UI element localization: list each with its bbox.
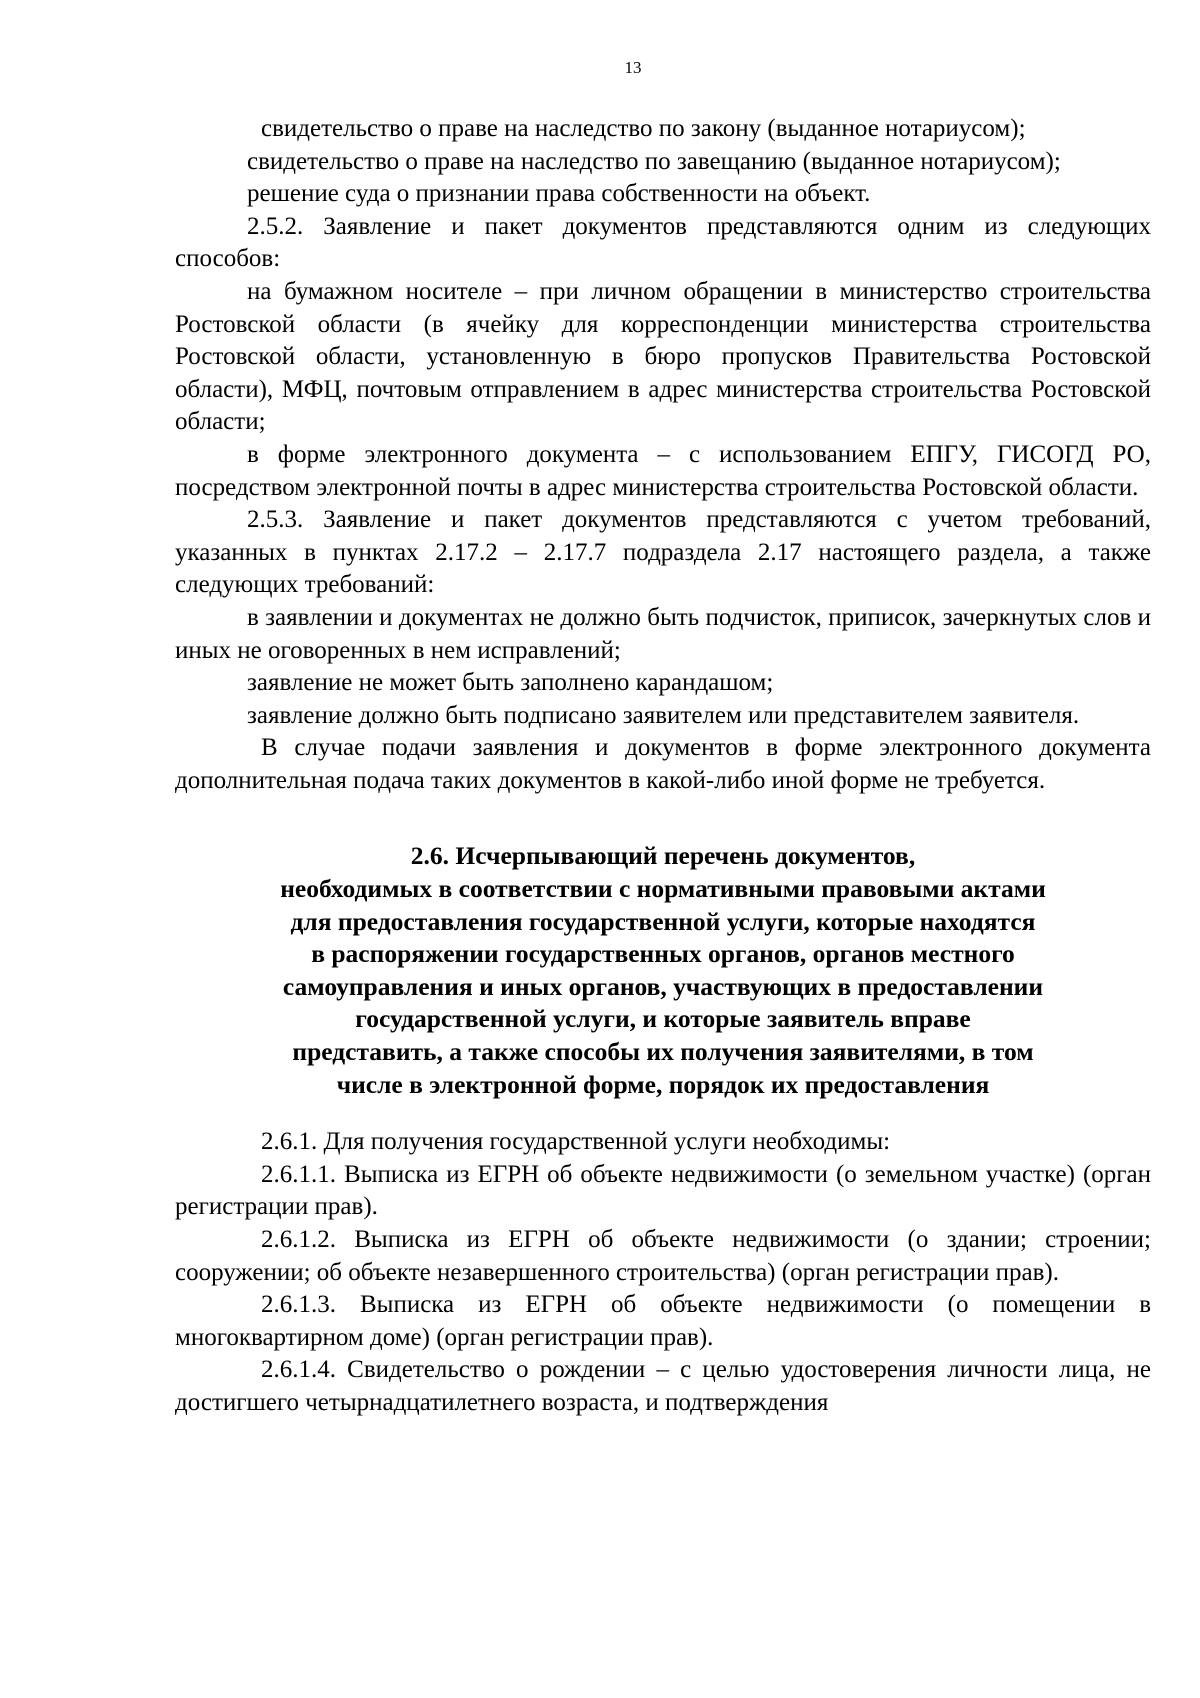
paragraph: 2.6.1. Для получения государственной услуги необходимы: bbox=[261, 1128, 891, 1156]
paragraph: 2.6.1.2. Выписка из ЕГРН об объекте недвижимости (о здании; строении; сооружении; об объекте незавершенного строительства) (орган регистрации прав). bbox=[175, 1226, 1151, 1286]
paragraph: 2.5.3. Заявление и пакет документов представляются с учетом требований, указанных в пунктах 2.17.2 – 2.17.7 подраздела 2.17 настоящего раздела, а также следующих требований: bbox=[175, 506, 1151, 599]
section-heading bbox=[175, 840, 1151, 1101]
section-heading-line: в распоряжении государственных органов, органов местного bbox=[311, 939, 1015, 969]
document-body bbox=[175, 113, 1151, 1420]
paragraph: решение суда о признании права собственности на объект. bbox=[247, 180, 871, 208]
section-heading-line: самоуправления и иных органов, участвующих в предоставлении bbox=[282, 971, 1044, 1001]
page-number: 13 bbox=[624, 58, 642, 77]
paragraph: 2.6.1.1. Выписка из ЕГРН об объекте недвижимости (о земельном участке) (орган регистрации прав). bbox=[175, 1160, 1151, 1221]
section-heading-line: 2.6. Исчерпывающий перечень документов, bbox=[410, 841, 916, 871]
paragraph: заявление должно быть подписано заявителем или представителем заявителя. bbox=[247, 701, 1080, 729]
section-heading-line: числе в электронной форме, порядок их предоставления bbox=[336, 1069, 990, 1099]
paragraph: свидетельство о праве на наследство по закону (выданное нотариусом); bbox=[261, 115, 1026, 142]
paragraph: заявление не может быть заполнено карандашом; bbox=[247, 669, 774, 697]
section-heading-line: необходимых в соответствии с нормативными правовыми актами bbox=[280, 874, 1046, 904]
paragraph: свидетельство о праве на наследство по завещанию (выданное нотариусом); bbox=[247, 147, 1061, 175]
paragraph: 2.6.1.4. Свидетельство о рождении – с целью удостоверения личности лица, не достигшего четырнадцатилетнего возраста, и подтверждения bbox=[175, 1356, 1151, 1416]
paragraph: в заявлении и документах не должно быть подчисток, приписок, зачеркнутых слов и иных не оговоренных в нем исправлений; bbox=[175, 603, 1151, 664]
paragraph: 2.5.2. Заявление и пакет документов представляются одним из следующих способов: bbox=[175, 212, 1151, 273]
section-heading-line: представить, а также способы их получения заявителями, в том bbox=[292, 1037, 1034, 1067]
section-heading-line: государственной услуги, и которые заявитель вправе bbox=[355, 1004, 971, 1034]
paragraph: в форме электронного документа – с использованием ЕПГУ, ГИСОГД РО, посредством электронной почты в адрес министерства строительства Ростовской области. bbox=[175, 440, 1151, 501]
paragraph: на бумажном носителе – при личном обращении в министерство строительства Ростовской области (в ячейку для корреспонденции министерства строительства Ростовской области, установленную в бюро пропусков Правительства Ростовской области), МФЦ, почтовым отправлением в адрес министерства строительства Ростовской области; bbox=[175, 277, 1151, 436]
paragraph: 2.6.1.3. Выписка из ЕГРН об объекте недвижимости (о помещении в многоквартирном доме) (орган регистрации прав). bbox=[175, 1291, 1151, 1351]
paragraph: В случае подачи заявления и документов в форме электронного документа дополнительная подача таких документов в какой-либо иной форме не требуется. bbox=[175, 734, 1151, 794]
section-heading-line: для предоставления государственной услуги, которые находятся bbox=[290, 906, 1036, 936]
